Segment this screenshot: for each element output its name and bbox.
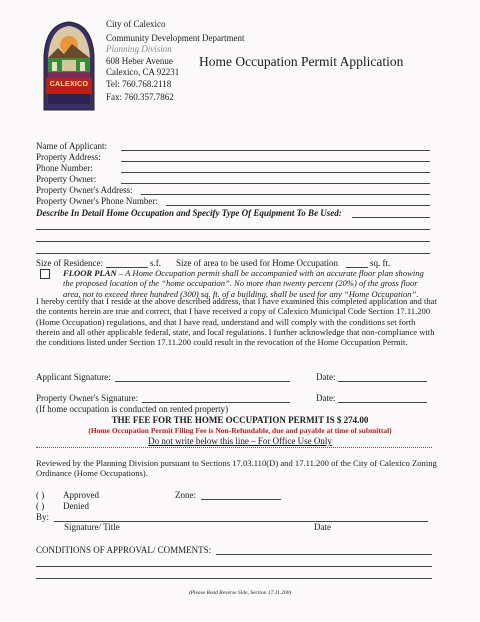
owner-address-input[interactable] bbox=[141, 194, 430, 195]
residence-size-label: Size of Residence: bbox=[36, 258, 103, 268]
conditions-input-3[interactable] bbox=[36, 578, 432, 579]
applicant-date-input[interactable] bbox=[338, 381, 427, 382]
city-logo bbox=[40, 18, 98, 113]
residence-size-unit: s.f. bbox=[150, 258, 161, 268]
describe-input-2[interactable] bbox=[36, 229, 430, 230]
denied-checkbox[interactable]: ( ) bbox=[36, 501, 45, 511]
applicant-signature-input[interactable] bbox=[115, 381, 290, 382]
floor-plan-text: – A Home Occupation permit shall be accompanied with an accurate floor plan showing the proposed location of the “home occupation”. No more than twenty percent (20%) of the gross floor area, not to exceed three hundred (300) sq. ft. of a building, shall be used for any “Home Occupation”. bbox=[63, 268, 424, 299]
owner-signature-note: (If home occupation is conducted on rented property) bbox=[36, 404, 229, 414]
describe-input-3[interactable] bbox=[36, 241, 430, 242]
fax: Fax: 760.357.7862 bbox=[106, 92, 174, 102]
logo-text: CALEXICO bbox=[49, 81, 89, 88]
zone-input[interactable] bbox=[201, 499, 281, 500]
applicant-date-label: Date: bbox=[316, 372, 336, 382]
field-label-phone-number: Phone Number: bbox=[36, 163, 93, 173]
describe-input-1[interactable] bbox=[352, 217, 430, 218]
area-size-label: Size of area to be used for Home Occupation bbox=[176, 258, 338, 268]
approved-checkbox[interactable]: ( ) bbox=[36, 490, 45, 500]
owner-date-label: Date: bbox=[316, 393, 336, 403]
review-date-caption: Date bbox=[314, 522, 331, 532]
zone-label: Zone: bbox=[175, 490, 196, 500]
street-address: 608 Heber Avenue bbox=[106, 55, 173, 66]
certification-paragraph: I hereby certify that I reside at the above described address, that I have examined this completed application and that the contents herein are true and correct, that I have received a copy of Calexico Municipal Code Section 17.11.200 (Home Occupation) regulations, and that I have read, understand and will comply with the conditions set forth therein and all other applicable federal, state, and local regulations. I further acknowledge that non-compliance with the conditions listed under Section 17.11.200 could result in the revocation of the Home Occupation Permit. bbox=[36, 296, 437, 348]
city-state-zip: Calexico, CA 92231 bbox=[106, 67, 180, 77]
field-label-applicant-name: Name of Applicant: bbox=[36, 141, 107, 151]
field-label-property-owner: Property Owner: bbox=[36, 174, 97, 184]
fee-non-refundable-note: (Home Occupation Permit Filing Fee is Non-Refundable, due and payable at time of submittal) bbox=[88, 426, 392, 435]
field-label-property-address: Property Address: bbox=[36, 152, 101, 162]
reviewed-by-label: By: bbox=[36, 512, 50, 522]
describe-input-4[interactable] bbox=[36, 253, 430, 254]
owner-date-input[interactable] bbox=[338, 402, 427, 403]
footer-note: (Please Read Reverse Side, Section 17.11.200) bbox=[188, 590, 292, 596]
floor-plan-note bbox=[63, 268, 435, 299]
office-use-divider bbox=[36, 447, 432, 448]
planning-review-statement: Reviewed by the Planning Division pursuant to Sections 17.03.110(D) and 17.11.200 of the City of Calexico Zoning Ordinance (Home Occupations). bbox=[36, 458, 437, 479]
field-label-owner-address: Property Owner's Address: bbox=[36, 185, 133, 195]
conditions-label: CONDITIONS OF APPROVAL/ COMMENTS: bbox=[36, 545, 212, 555]
area-size-unit: sq. ft. bbox=[370, 258, 391, 268]
division-name: Planning Division bbox=[106, 44, 172, 54]
applicant-signature-label: Applicant Signature: bbox=[36, 372, 111, 382]
phone-number-input[interactable] bbox=[121, 172, 430, 173]
city-name: City of Calexico bbox=[106, 19, 166, 29]
owner-phone-input[interactable] bbox=[166, 205, 430, 206]
form-title: Home Occupation Permit Application bbox=[199, 54, 404, 69]
signature-title-caption: Signature/ Title bbox=[64, 522, 120, 532]
owner-signature-input[interactable] bbox=[142, 402, 290, 403]
describe-occupation-label: Describe In Detail Home Occupation and Specify Type Of Equipment To Be Used: bbox=[36, 208, 342, 218]
floor-plan-heading: FLOOR PLAN bbox=[63, 268, 117, 278]
owner-signature-label: Property Owner's Signature: bbox=[36, 393, 139, 403]
department-name: Community Development Department bbox=[106, 33, 245, 43]
property-address-input[interactable] bbox=[121, 161, 430, 162]
conditions-input-2[interactable] bbox=[36, 566, 432, 567]
telephone: Tel: 760.768.2118 bbox=[106, 79, 172, 89]
field-label-owner-phone: Property Owner's Phone Number: bbox=[36, 196, 158, 206]
permit-fee-amount: THE FEE FOR THE HOME OCCUPATION PERMIT IS $ 274.00 bbox=[111, 415, 369, 425]
floor-plan-checkbox[interactable] bbox=[40, 269, 50, 279]
approved-label: Approved bbox=[63, 490, 99, 500]
office-use-divider-label: Do not write below this line – For Office Use Only bbox=[148, 436, 332, 446]
conditions-input-1[interactable] bbox=[216, 554, 432, 555]
denied-label: Denied bbox=[63, 501, 89, 511]
applicant-name-input[interactable] bbox=[121, 150, 430, 151]
property-owner-input[interactable] bbox=[121, 183, 430, 184]
